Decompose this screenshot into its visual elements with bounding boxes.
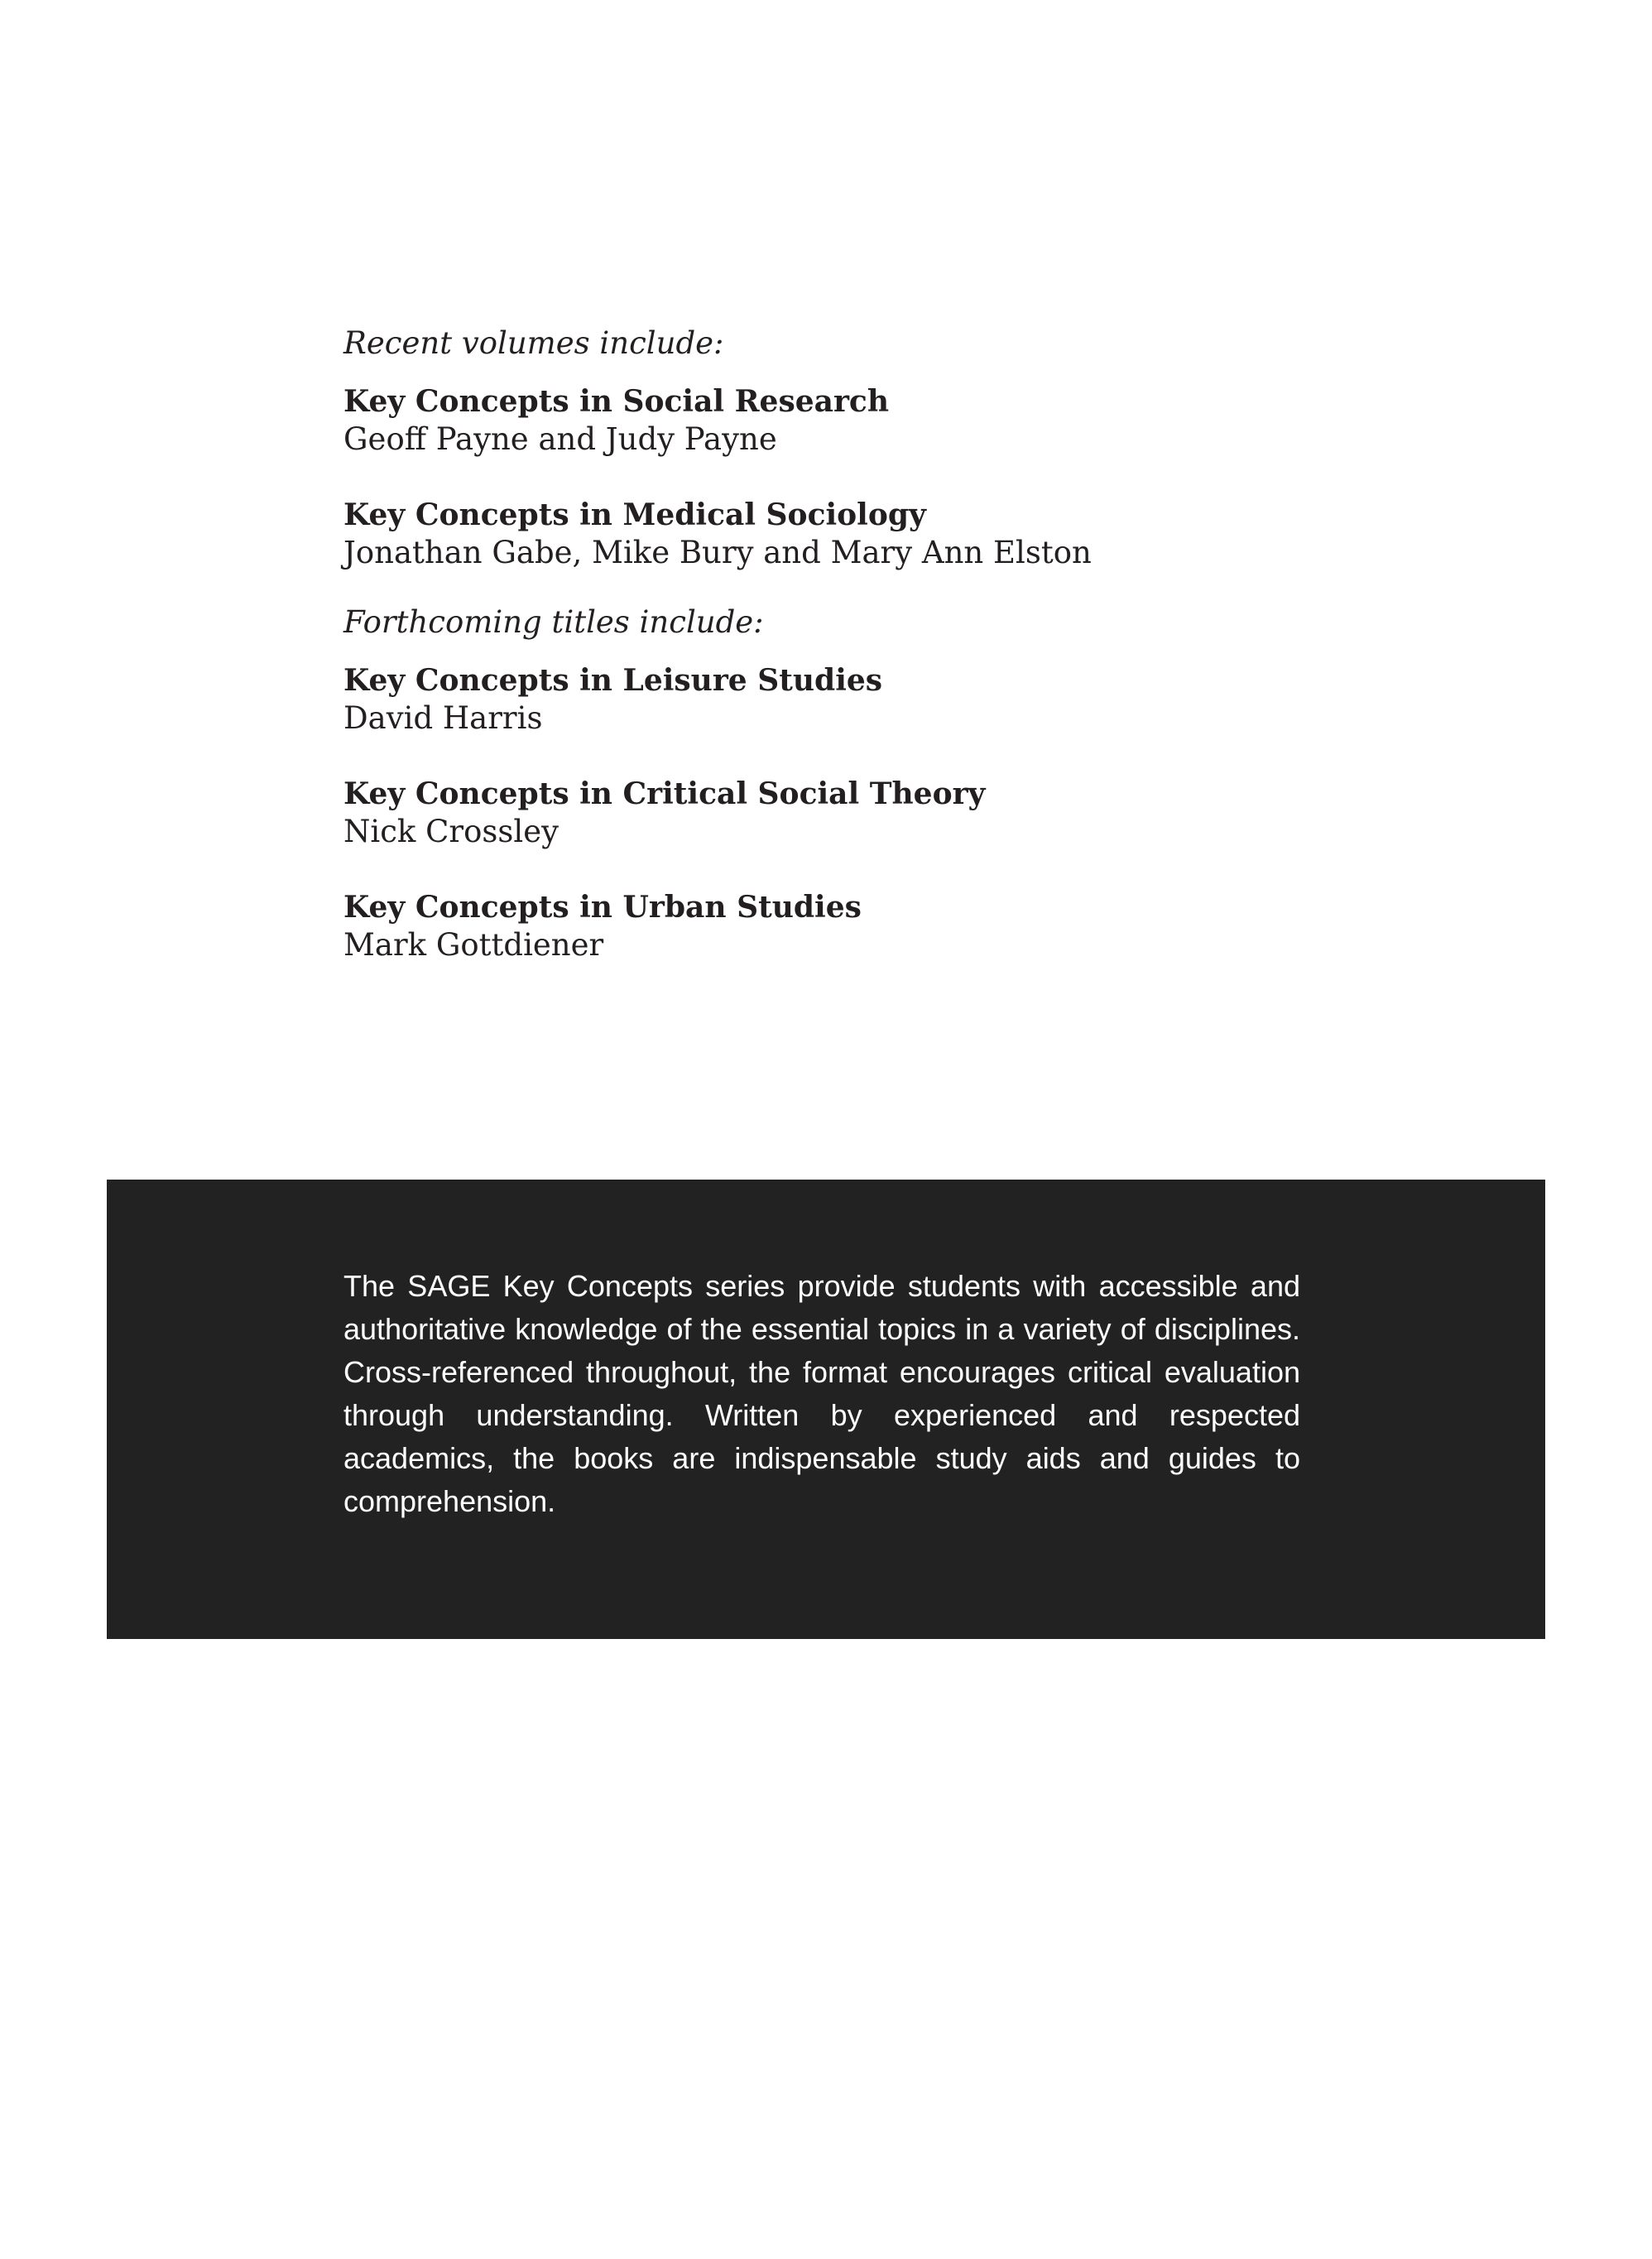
book-title: Key Concepts in Critical Social Theory xyxy=(343,776,986,811)
book-authors: Geoff Payne and Judy Payne xyxy=(343,421,777,457)
series-description-text: The SAGE Key Concepts series provide students with accessible and authoritative knowledge of the essential topics in a variety of disciplines. Cross-referenced throughout, the format encourages critical evaluation through understanding. Written by experienced and respected academics, the books are indispensable study aids and guides to comprehension. xyxy=(343,1269,1300,1518)
book-entry xyxy=(343,888,1419,964)
book-authors: Nick Crossley xyxy=(343,814,559,849)
book-title: Key Concepts in Leisure Studies xyxy=(343,663,883,698)
book-entry xyxy=(343,496,1419,572)
recent-volumes-heading: Recent volumes include: xyxy=(343,325,724,361)
forthcoming-titles-heading: Forthcoming titles include: xyxy=(343,604,764,640)
book-title: Key Concepts in Social Research xyxy=(343,384,890,419)
series-list xyxy=(343,324,1419,964)
series-description-band xyxy=(107,1180,1545,1639)
book-entry xyxy=(343,382,1419,459)
book-title: Key Concepts in Urban Studies xyxy=(343,890,862,925)
book-authors: Jonathan Gabe, Mike Bury and Mary Ann Elston xyxy=(343,535,1092,570)
book-authors: David Harris xyxy=(343,700,543,736)
book-entry xyxy=(343,661,1419,738)
book-title: Key Concepts in Medical Sociology xyxy=(343,497,926,532)
book-entry xyxy=(343,775,1419,851)
book-authors: Mark Gottdiener xyxy=(343,927,604,963)
